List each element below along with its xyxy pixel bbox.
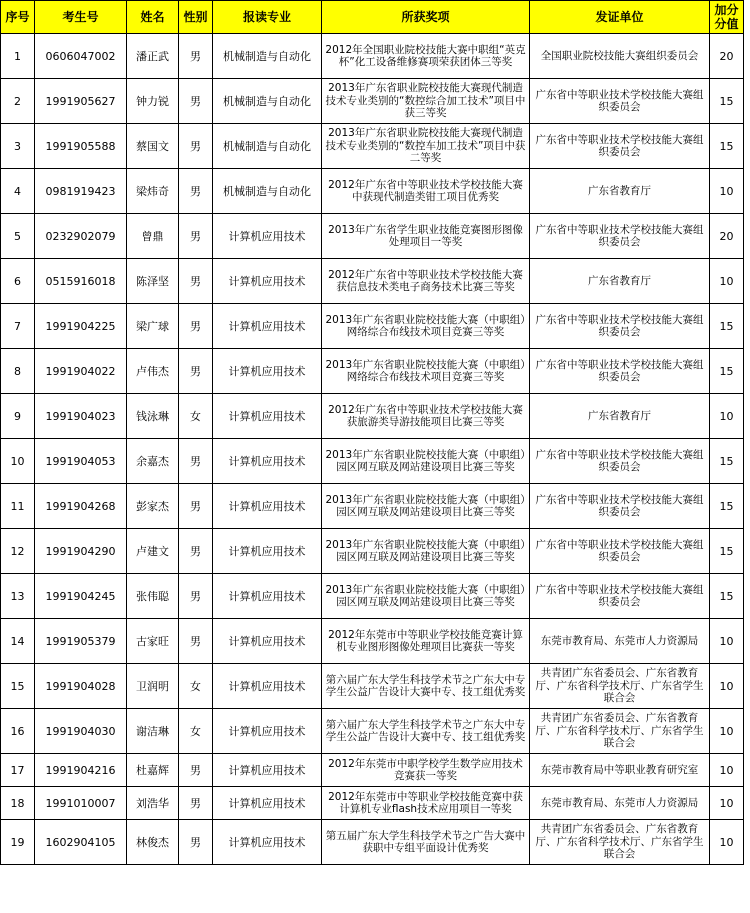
table-row xyxy=(1,79,744,124)
cell-award: 2012年广东省中等职业技术学校技能大赛获信息技术类电子商务技术比赛三等奖 xyxy=(322,259,530,304)
cell-issuer: 东莞市教育局中等职业教育研究室 xyxy=(530,754,710,787)
cell-no: 5 xyxy=(1,214,35,259)
cell-student-id: 1991904216 xyxy=(35,754,127,787)
cell-name: 张伟聪 xyxy=(127,574,179,619)
cell-major: 计算机应用技术 xyxy=(213,259,322,304)
cell-student-id: 1602904105 xyxy=(35,820,127,865)
cell-student-id: 0232902079 xyxy=(35,214,127,259)
cell-gender: 男 xyxy=(179,349,213,394)
header-major: 报读专业 xyxy=(213,1,322,34)
cell-issuer: 广东省教育厅 xyxy=(530,169,710,214)
cell-student-id: 1991904268 xyxy=(35,484,127,529)
cell-issuer: 广东省教育厅 xyxy=(530,394,710,439)
cell-award: 2013年广东省职业院校技能大赛（中职组）园区网互联及网站建设项目比赛三等奖 xyxy=(322,574,530,619)
cell-major: 计算机应用技术 xyxy=(213,574,322,619)
table-row xyxy=(1,259,744,304)
table-row xyxy=(1,214,744,259)
cell-name: 钱泳琳 xyxy=(127,394,179,439)
table-row xyxy=(1,484,744,529)
header-points: 加分分值 xyxy=(710,1,744,34)
cell-issuer: 全国职业院校技能大赛组织委员会 xyxy=(530,34,710,79)
cell-name: 蔡国文 xyxy=(127,124,179,169)
cell-award: 2013年广东省职业院校技能大赛（中职组）园区网互联及网站建设项目比赛三等奖 xyxy=(322,484,530,529)
table-row xyxy=(1,787,744,820)
cell-no: 11 xyxy=(1,484,35,529)
cell-award: 第六届广东大学生科技学术节之广东大中专学生公益广告设计大赛中专、技工组优秀奖 xyxy=(322,664,530,709)
cell-major: 计算机应用技术 xyxy=(213,529,322,574)
cell-points: 20 xyxy=(710,214,744,259)
cell-student-id: 1991905379 xyxy=(35,619,127,664)
cell-no: 16 xyxy=(1,709,35,754)
cell-name: 杜嘉辉 xyxy=(127,754,179,787)
cell-major: 计算机应用技术 xyxy=(213,820,322,865)
cell-points: 15 xyxy=(710,574,744,619)
table-row xyxy=(1,529,744,574)
cell-major: 计算机应用技术 xyxy=(213,304,322,349)
cell-no: 17 xyxy=(1,754,35,787)
cell-major: 计算机应用技术 xyxy=(213,619,322,664)
cell-no: 3 xyxy=(1,124,35,169)
cell-issuer: 广东省中等职业技术学校技能大赛组织委员会 xyxy=(530,574,710,619)
header-issuer: 发证单位 xyxy=(530,1,710,34)
cell-no: 19 xyxy=(1,820,35,865)
cell-gender: 男 xyxy=(179,214,213,259)
cell-award: 2013年广东省职业院校技能大赛现代制造技术专业类别的“数控车加工技术”项目中获二等奖 xyxy=(322,124,530,169)
cell-student-id: 1991904023 xyxy=(35,394,127,439)
cell-name: 谢洁琳 xyxy=(127,709,179,754)
cell-issuer: 广东省中等职业技术学校技能大赛组织委员会 xyxy=(530,484,710,529)
header-gender: 性别 xyxy=(179,1,213,34)
cell-points: 10 xyxy=(710,754,744,787)
cell-points: 15 xyxy=(710,349,744,394)
cell-name: 卢建文 xyxy=(127,529,179,574)
cell-points: 10 xyxy=(710,394,744,439)
cell-award: 2012年广东省中等职业技术学校技能大赛获旅游类导游技能项目比赛三等奖 xyxy=(322,394,530,439)
cell-award: 2012年广东省中等职业技术学校技能大赛中获现代制造类钳工项目优秀奖 xyxy=(322,169,530,214)
cell-award: 2013年广东省职业院校技能大赛（中职组）网络综合布线技术项目竞赛三等奖 xyxy=(322,304,530,349)
cell-award: 2013年广东省学生职业技能竞赛图形图像处理项目一等奖 xyxy=(322,214,530,259)
cell-award: 2012年东莞市中职学校学生数学应用技术竞赛获一等奖 xyxy=(322,754,530,787)
cell-issuer: 广东省中等职业技术学校技能大赛组织委员会 xyxy=(530,349,710,394)
cell-name: 彭家杰 xyxy=(127,484,179,529)
cell-issuer: 广东省中等职业技术学校技能大赛组织委员会 xyxy=(530,79,710,124)
table-row xyxy=(1,304,744,349)
cell-no: 13 xyxy=(1,574,35,619)
cell-name: 卢伟杰 xyxy=(127,349,179,394)
cell-points: 10 xyxy=(710,820,744,865)
cell-issuer: 共青团广东省委员会、广东省教育厅、广东省科学技术厅、广东省学生联合会 xyxy=(530,820,710,865)
cell-gender: 男 xyxy=(179,820,213,865)
cell-gender: 男 xyxy=(179,787,213,820)
cell-no: 2 xyxy=(1,79,35,124)
cell-student-id: 1991904030 xyxy=(35,709,127,754)
cell-points: 15 xyxy=(710,484,744,529)
cell-points: 10 xyxy=(710,259,744,304)
cell-major: 机械制造与自动化 xyxy=(213,124,322,169)
cell-major: 计算机应用技术 xyxy=(213,214,322,259)
cell-major: 计算机应用技术 xyxy=(213,787,322,820)
cell-gender: 男 xyxy=(179,259,213,304)
cell-award: 2013年广东省职业院校技能大赛（中职组）网络综合布线技术项目竞赛三等奖 xyxy=(322,349,530,394)
table-row xyxy=(1,124,744,169)
cell-issuer: 东莞市教育局、东莞市人力资源局 xyxy=(530,787,710,820)
cell-award: 第六届广东大学生科技学术节之广东大中专学生公益广告设计大赛中专、技工组优秀奖 xyxy=(322,709,530,754)
cell-student-id: 1991904225 xyxy=(35,304,127,349)
cell-major: 计算机应用技术 xyxy=(213,754,322,787)
cell-student-id: 1991904290 xyxy=(35,529,127,574)
cell-gender: 男 xyxy=(179,169,213,214)
cell-name: 潘正武 xyxy=(127,34,179,79)
cell-points: 10 xyxy=(710,664,744,709)
cell-points: 15 xyxy=(710,124,744,169)
cell-major: 机械制造与自动化 xyxy=(213,79,322,124)
table-row xyxy=(1,439,744,484)
table-row xyxy=(1,754,744,787)
cell-major: 机械制造与自动化 xyxy=(213,34,322,79)
cell-award: 2013年广东省职业院校技能大赛现代制造技术专业类别的“数控综合加工技术”项目中获三等奖 xyxy=(322,79,530,124)
cell-student-id: 1991010007 xyxy=(35,787,127,820)
table-row xyxy=(1,169,744,214)
cell-gender: 男 xyxy=(179,484,213,529)
cell-major: 计算机应用技术 xyxy=(213,664,322,709)
cell-no: 18 xyxy=(1,787,35,820)
table-row xyxy=(1,574,744,619)
cell-points: 10 xyxy=(710,169,744,214)
cell-points: 20 xyxy=(710,34,744,79)
cell-no: 4 xyxy=(1,169,35,214)
cell-major: 计算机应用技术 xyxy=(213,709,322,754)
cell-no: 8 xyxy=(1,349,35,394)
cell-name: 陈泽坚 xyxy=(127,259,179,304)
cell-issuer: 广东省中等职业技术学校技能大赛组织委员会 xyxy=(530,439,710,484)
cell-name: 卫润明 xyxy=(127,664,179,709)
cell-gender: 女 xyxy=(179,664,213,709)
cell-award: 2012年东莞市中等职业学校技能竞赛中获计算机专业flash技术应用项目一等奖 xyxy=(322,787,530,820)
cell-gender: 男 xyxy=(179,574,213,619)
cell-points: 15 xyxy=(710,439,744,484)
cell-no: 7 xyxy=(1,304,35,349)
cell-award: 2012年东莞市中等职业学校技能竞赛计算机专业图形图像处理项目比赛获一等奖 xyxy=(322,619,530,664)
cell-gender: 男 xyxy=(179,304,213,349)
cell-gender: 女 xyxy=(179,709,213,754)
cell-name: 梁广球 xyxy=(127,304,179,349)
cell-points: 15 xyxy=(710,79,744,124)
cell-name: 曾鼎 xyxy=(127,214,179,259)
cell-name: 梁炜奇 xyxy=(127,169,179,214)
cell-student-id: 1991905588 xyxy=(35,124,127,169)
cell-issuer: 广东省中等职业技术学校技能大赛组织委员会 xyxy=(530,529,710,574)
cell-student-id: 1991904022 xyxy=(35,349,127,394)
cell-major: 计算机应用技术 xyxy=(213,394,322,439)
table-row xyxy=(1,709,744,754)
cell-student-id: 0515916018 xyxy=(35,259,127,304)
cell-name: 古家旺 xyxy=(127,619,179,664)
cell-student-id: 0606047002 xyxy=(35,34,127,79)
cell-gender: 女 xyxy=(179,394,213,439)
cell-gender: 男 xyxy=(179,34,213,79)
cell-no: 1 xyxy=(1,34,35,79)
cell-points: 10 xyxy=(710,709,744,754)
cell-major: 计算机应用技术 xyxy=(213,349,322,394)
cell-no: 12 xyxy=(1,529,35,574)
header-no: 序号 xyxy=(1,1,35,34)
cell-gender: 男 xyxy=(179,754,213,787)
cell-issuer: 东莞市教育局、东莞市人力资源局 xyxy=(530,619,710,664)
cell-gender: 男 xyxy=(179,439,213,484)
table-row xyxy=(1,619,744,664)
cell-student-id: 0981919423 xyxy=(35,169,127,214)
header-name: 姓名 xyxy=(127,1,179,34)
cell-gender: 男 xyxy=(179,124,213,169)
cell-no: 6 xyxy=(1,259,35,304)
cell-award: 2013年广东省职业院校技能大赛（中职组）园区网互联及网站建设项目比赛三等奖 xyxy=(322,439,530,484)
cell-award: 第五届广东大学生科技学术节之广告大赛中获职中专组平面设计优秀奖 xyxy=(322,820,530,865)
cell-issuer: 共青团广东省委员会、广东省教育厅、广东省科学技术厅、广东省学生联合会 xyxy=(530,709,710,754)
cell-issuer: 广东省中等职业技术学校技能大赛组织委员会 xyxy=(530,304,710,349)
cell-issuer: 广东省中等职业技术学校技能大赛组织委员会 xyxy=(530,214,710,259)
cell-student-id: 1991904028 xyxy=(35,664,127,709)
cell-award: 2012年全国职业院校技能大赛中职组“英克杯”化工设备维修赛项荣获团体三等奖 xyxy=(322,34,530,79)
cell-gender: 男 xyxy=(179,79,213,124)
cell-points: 15 xyxy=(710,304,744,349)
cell-gender: 男 xyxy=(179,619,213,664)
table-row xyxy=(1,394,744,439)
cell-name: 钟力锐 xyxy=(127,79,179,124)
table-row xyxy=(1,664,744,709)
cell-student-id: 1991904053 xyxy=(35,439,127,484)
cell-no: 10 xyxy=(1,439,35,484)
table-row xyxy=(1,820,744,865)
header-award: 所获奖项 xyxy=(322,1,530,34)
cell-gender: 男 xyxy=(179,529,213,574)
table-row xyxy=(1,34,744,79)
cell-no: 15 xyxy=(1,664,35,709)
cell-points: 15 xyxy=(710,529,744,574)
cell-name: 刘浩华 xyxy=(127,787,179,820)
cell-points: 10 xyxy=(710,619,744,664)
cell-student-id: 1991905627 xyxy=(35,79,127,124)
cell-issuer: 共青团广东省委员会、广东省教育厅、广东省科学技术厅、广东省学生联合会 xyxy=(530,664,710,709)
cell-major: 计算机应用技术 xyxy=(213,439,322,484)
cell-no: 14 xyxy=(1,619,35,664)
cell-name: 林俊杰 xyxy=(127,820,179,865)
cell-issuer: 广东省中等职业技术学校技能大赛组织委员会 xyxy=(530,124,710,169)
cell-major: 计算机应用技术 xyxy=(213,484,322,529)
cell-issuer: 广东省教育厅 xyxy=(530,259,710,304)
header-student-id: 考生号 xyxy=(35,1,127,34)
header-row xyxy=(1,1,744,34)
table-row xyxy=(1,349,744,394)
cell-no: 9 xyxy=(1,394,35,439)
cell-name: 余嘉杰 xyxy=(127,439,179,484)
table-body xyxy=(1,34,744,865)
cell-points: 10 xyxy=(710,787,744,820)
cell-major: 机械制造与自动化 xyxy=(213,169,322,214)
cell-award: 2013年广东省职业院校技能大赛（中职组）园区网互联及网站建设项目比赛三等奖 xyxy=(322,529,530,574)
cell-student-id: 1991904245 xyxy=(35,574,127,619)
